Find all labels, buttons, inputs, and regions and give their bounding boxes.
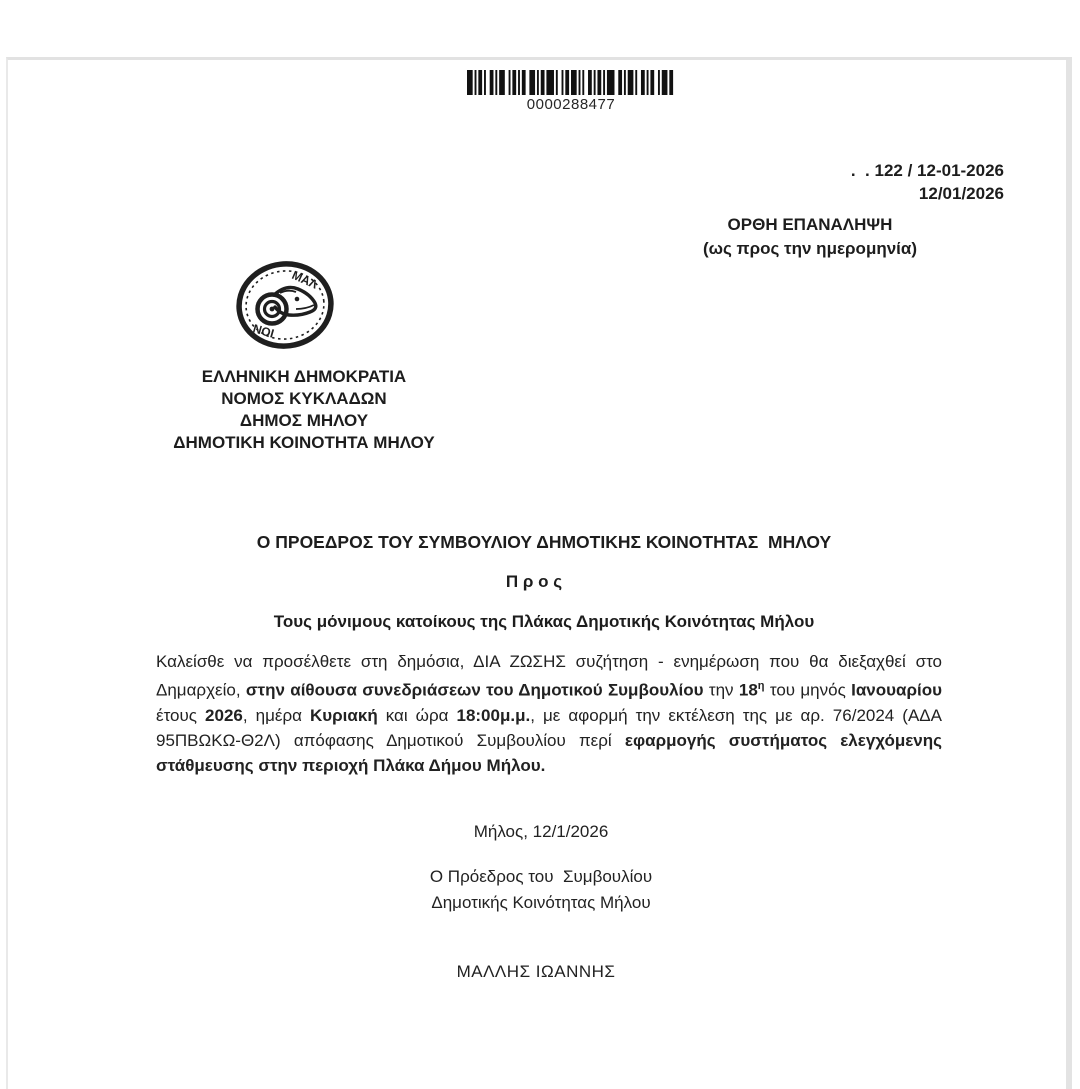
emblem-bottom-text: ΙΟΝ: [251, 321, 276, 341]
correction-subtitle: (ως προς την ημερομηνία): [702, 239, 918, 258]
signature-role: [8, 864, 1074, 916]
header-line-prefecture: ΝΟΜΟΣ ΚΥΚΛΑΔΩΝ: [221, 389, 387, 408]
addressee-line: Τους μόνιμους κατοίκους της Πλάκας Δημοτικής Κοινότητας Μήλου: [273, 612, 815, 631]
document-title: Ο ΠΡΟΕΔΡΟΣ ΤΟΥ ΣΥΜΒΟΥΛΙΟΥ ΔΗΜΟΤΙΚΗΣ ΚΟΙΝΟΤΗΤΑΣ ΜΗΛΟΥ: [256, 532, 832, 552]
milos-coin-emblem: [234, 259, 336, 351]
barcode: [466, 70, 676, 113]
header-line-municipality: ΔΗΜΟΣ ΜΗΛΟΥ: [239, 411, 369, 430]
correction-title: ΟΡΘΗ ΕΠΑΝΑΛΗΨΗ: [727, 215, 893, 234]
header-line-republic: ΕΛΛΗΝΙΚΗ ΔΗΜΟΚΡΑΤΙΑ: [201, 367, 407, 386]
emblem-top-text: ΜΑΛ: [289, 267, 320, 292]
authority-header: [98, 366, 510, 454]
header-line-community: ΔΗΜΟΤΙΚΗ ΚΟΙΝΟΤΗΤΑ ΜΗΛΟΥ: [173, 433, 435, 452]
signature-role-line1: Ο Πρόεδρος του Συμβουλίου: [429, 867, 653, 886]
barcode-number: 0000288477: [526, 96, 616, 113]
to-label: Π ρ ο ς: [505, 572, 563, 591]
correction-note: [642, 213, 978, 261]
document-page: [6, 57, 1072, 1089]
document-date: 12/01/2026: [918, 184, 1004, 203]
ram-coin-icon: [234, 259, 336, 351]
signature-role-line2: Δημοτικής Κοινότητας Μήλου: [431, 893, 651, 912]
body-paragraph: Καλείσθε να προσέλθετε στη δημόσια, ΔΙΑ ΖΩΣΗΣ συζήτηση - ενημέρωση που θα διεξαχθεί στο Δημαρχείο, στην αίθουσα συνεδριάσεων του Δημοτικού Συμβουλίου την $18^\eta$ του μηνός Ιανουαρίου έτους 2026, ημέρα Κυριακή και ώρα 18:00μ.μ., με αφορμή την εκτέλεση της με αρ. 76/2024 (ΑΔΑ 95ΠΒΩΚΩ-Θ2Λ) απόφασης Δημοτικού Συμβουλίου περί εφαρμογής συστήματος ελεγχόμενης στάθμευσης στην περιοχή Πλάκα Δήμου Μήλου.: [156, 652, 942, 775]
reference-block: [851, 159, 1004, 205]
barcode-image: [467, 70, 675, 95]
signature-name: ΜΑΛΛΗΣ ΙΩΑΝΝΗΣ: [456, 962, 616, 981]
place-date-line: Μήλος, 12/1/2026: [473, 822, 609, 841]
protocol-number-line: . . 122 / 12-01-2026: [850, 161, 1004, 180]
